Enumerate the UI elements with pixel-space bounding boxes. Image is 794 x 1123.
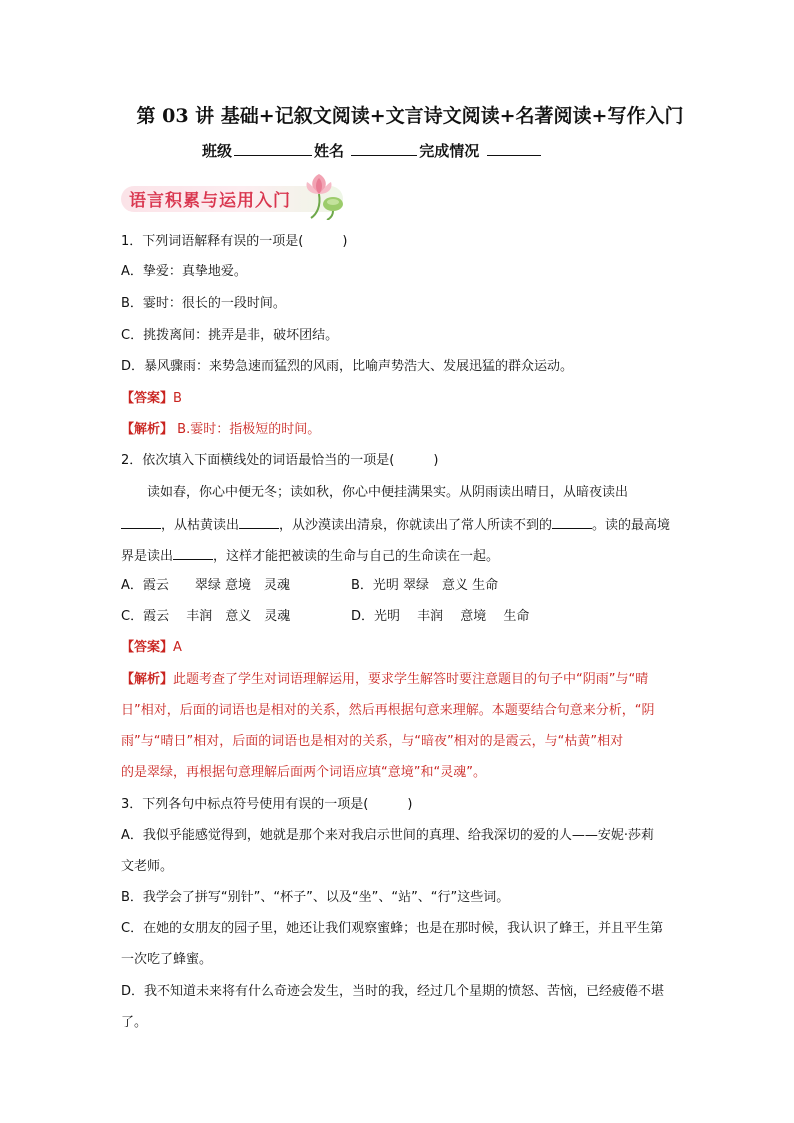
q3-option-b: B．我学会了拼写“别针”、“杯子”、以及“坐”、“站”、“行”这些词。 bbox=[121, 890, 510, 905]
q2-passage-line-1: 读如春，你心中便无冬；读如秋，你心中便挂满果实。从阴雨读出晴日，从暗夜读出 bbox=[147, 485, 629, 500]
q3-option-a-line-2: 文老师。 bbox=[121, 859, 174, 874]
analysis-tag: 【解析】 bbox=[121, 422, 174, 437]
q3-option-d-line-2: 了。 bbox=[121, 1015, 148, 1030]
q1-option-c: C．挑拨离间：挑弄是非，破坏团结。 bbox=[121, 328, 339, 343]
q1-analysis bbox=[121, 421, 320, 439]
passage-text: ，从沙漠读出清泉，你就读出了常人所读不到的 bbox=[279, 518, 553, 533]
status-label: 完成情况 bbox=[419, 142, 480, 160]
q2-option-b: B．光明 翠绿 意义 生命 bbox=[351, 578, 499, 593]
lotus-icon bbox=[297, 168, 347, 220]
analysis-text: 此题考查了学生对词语理解运用，要求学生解答时要注意题目的句子中“阴雨”与“晴 bbox=[173, 672, 649, 687]
class-blank bbox=[234, 141, 312, 156]
q2-analysis-line-3: 雨”与“晴日”相对，后面的词语也是相对的关系，与“暗夜”相对的是霞云，与“枯黄”相对 bbox=[121, 734, 624, 749]
q2-passage-line-2 bbox=[121, 515, 670, 535]
fill-blank bbox=[121, 515, 161, 529]
q2-option-a: A．霞云 翠绿 意境 灵魂 bbox=[121, 578, 291, 593]
q2-analysis-line-2: 日”相对，后面的词语也是相对的关系，然后再根据句意来理解。本题要结合句意来分析，“阴 bbox=[121, 703, 655, 718]
q2-stem: 2．依次填入下面横线处的词语最恰当的一项是( ) bbox=[121, 453, 439, 468]
analysis-tag: 【解析】 bbox=[121, 672, 174, 687]
passage-text: 。读的最高境 bbox=[592, 518, 671, 533]
answer-tag: 【答案】 bbox=[121, 391, 174, 406]
q2-option-d: D．光明 丰润 意境 生命 bbox=[351, 609, 530, 624]
q2-passage-line-3 bbox=[121, 546, 499, 566]
page-title: 第 03 讲 基础+记叙文阅读+文言诗文阅读+名著阅读+写作入门 bbox=[136, 105, 684, 127]
q3-option-a-line-1: A．我似乎能感觉得到，她就是那个来对我启示世间的真理、给我深切的爱的人——安妮·莎莉 bbox=[121, 828, 655, 843]
fill-blank bbox=[239, 515, 279, 529]
student-info-line bbox=[202, 140, 543, 161]
fill-blank bbox=[552, 515, 592, 529]
class-label: 班级 bbox=[202, 142, 233, 160]
q1-stem: 1．下列词语解释有误的一项是( ) bbox=[121, 234, 348, 249]
section-label: 语言积累与运用入门 bbox=[129, 191, 291, 211]
q2-analysis-line-4: 的是翠绿，再根据句意理解后面两个词语应填“意境”和“灵魂”。 bbox=[121, 765, 486, 780]
q3-option-d-line-1: D．我不知道未来将有什么奇迹会发生，当时的我，经过几个星期的愤怒、苦恼，已经疲倦不堪 bbox=[121, 984, 665, 999]
answer-value: A bbox=[173, 640, 182, 655]
passage-text: 界是读出 bbox=[121, 549, 174, 564]
name-label: 姓名 bbox=[314, 142, 345, 160]
q2-option-c: C．霞云 丰润 意义 灵魂 bbox=[121, 609, 291, 624]
passage-text: ，这样才能把被读的生命与自己的生命读在一起。 bbox=[213, 549, 500, 564]
q3-stem: 3．下列各句中标点符号使用有误的一项是( ) bbox=[121, 797, 413, 812]
name-blank bbox=[351, 141, 417, 156]
fill-blank bbox=[173, 546, 213, 560]
analysis-text: B.霎时：指极短的时间。 bbox=[173, 422, 321, 437]
passage-text: ，从枯黄读出 bbox=[161, 518, 240, 533]
section-banner bbox=[121, 168, 347, 224]
answer-value: B bbox=[173, 391, 182, 406]
q2-answer bbox=[121, 639, 182, 657]
answer-tag: 【答案】 bbox=[121, 640, 174, 655]
q1-answer bbox=[121, 390, 182, 408]
q1-option-a: A．挚爱：真挚地爱。 bbox=[121, 264, 247, 279]
q3-option-c-line-1: C．在她的女朋友的园子里，她还让我们观察蜜蜂；也是在那时候，我认识了蜂王，并且平生第 bbox=[121, 921, 664, 936]
q3-option-c-line-2: 一次吃了蜂蜜。 bbox=[121, 952, 213, 967]
q2-analysis-line-1 bbox=[121, 671, 648, 689]
q1-option-d: D．暴风骤雨：来势急速而猛烈的风雨，比喻声势浩大、发展迅猛的群众运动。 bbox=[121, 359, 574, 374]
q1-option-b: B．霎时：很长的一段时间。 bbox=[121, 296, 286, 311]
status-blank bbox=[487, 141, 541, 156]
